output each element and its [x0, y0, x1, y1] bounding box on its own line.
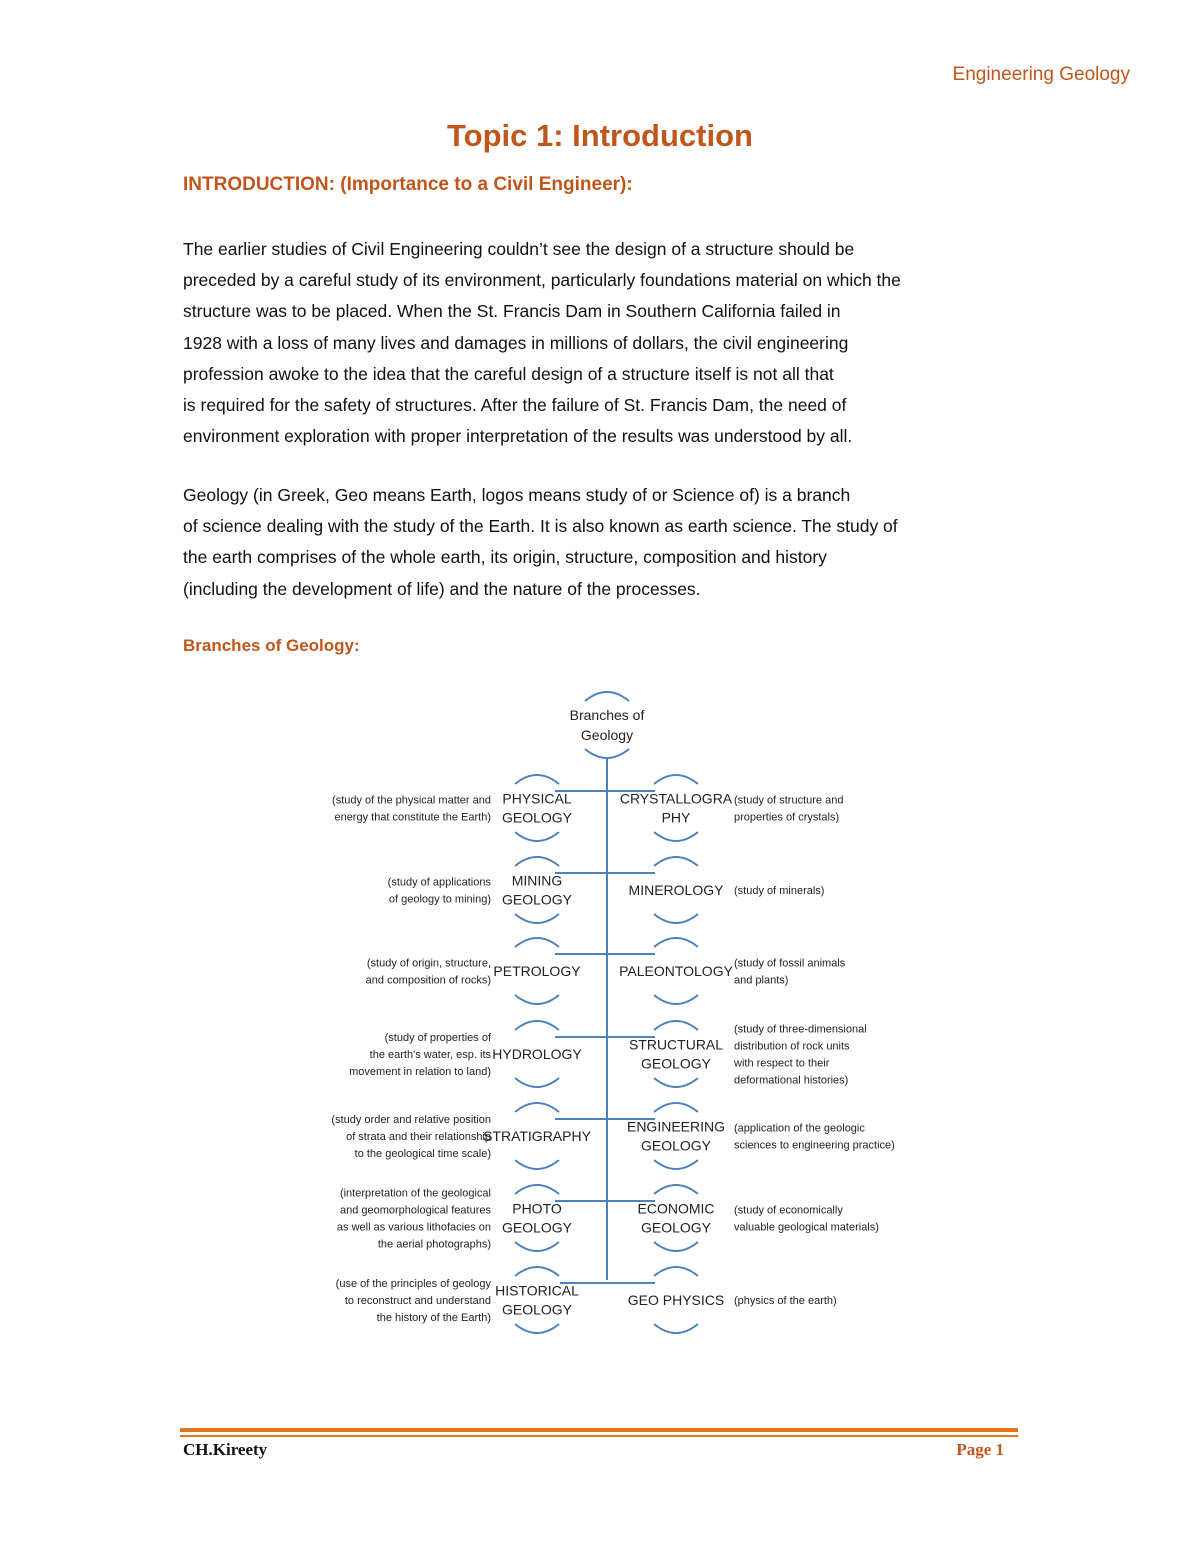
node-brackets: [654, 1103, 698, 1169]
bracket-arc-top: [515, 938, 559, 947]
node-brackets: [515, 1267, 559, 1333]
text-line: of geology to mining): [388, 893, 491, 906]
branch-description: [331, 1114, 491, 1160]
branch-label: [628, 1292, 724, 1308]
paragraph-line: 1928 with a loss of many lives and damages in millions of dollars, the civil engineering: [183, 332, 849, 353]
text-line: movement in relation to land): [349, 1066, 491, 1078]
text-line: PALEONTOLOGY: [619, 963, 733, 979]
paragraph-line: is required for the safety of structures. After the failure of St. Francis Dam, the need of: [183, 395, 847, 416]
text-line: GEOLOGY: [501, 809, 573, 826]
text-line: (study of the physical matter and: [332, 794, 491, 807]
root-node-label: [570, 707, 645, 743]
footer-page-number: Page 1: [956, 1440, 1004, 1459]
bracket-arc-bottom: [515, 995, 559, 1004]
bracket-arc-top: [654, 857, 698, 866]
root-node: [585, 692, 629, 758]
bracket-arc-top: [654, 1185, 698, 1194]
text-line: to reconstruct and understand: [344, 1295, 491, 1307]
paragraph-line: profession awoke to the idea that the careful design of a structure itself is not all that: [183, 363, 834, 384]
text-line: (study of properties of: [384, 1032, 491, 1044]
bracket-arc-bottom: [515, 914, 559, 923]
bracket-arc-top: [654, 1021, 698, 1030]
bracket-arc-bottom: [515, 1078, 559, 1087]
text-line: ECONOMIC: [637, 1200, 715, 1217]
node-brackets: [654, 1185, 698, 1251]
intro-heading: INTRODUCTION: (Importance to a Civil Engineer):: [183, 174, 633, 195]
paragraph-line: Geology (in Greek, Geo means Earth, logos means study of or Science of) is a branch: [183, 485, 851, 505]
branch-node-right: [654, 1185, 698, 1251]
bracket-arc-top: [515, 775, 559, 784]
bracket-arc-top: [654, 938, 698, 947]
paragraph-line: of science dealing with the study of the Earth. It is also known as earth science. The study of: [183, 516, 898, 537]
branch-label: [493, 963, 581, 979]
text-line: (interpretation of the geological: [339, 1187, 491, 1200]
branch-node-right: [654, 1103, 698, 1169]
paragraph-line: structure was to be placed. When the St. Francis Dam in Southern California failed in: [183, 301, 841, 322]
bracket-arc-bottom: [515, 1160, 559, 1169]
branch-label: [620, 791, 733, 826]
text-line: (study of origin, structure,: [366, 957, 491, 970]
text-line: STRUCTURAL: [628, 1036, 724, 1053]
text-line: the history of the Earth): [376, 1312, 491, 1324]
bracket-arc-top: [654, 775, 698, 784]
text-line: and geomorphological features: [339, 1204, 491, 1217]
text-line: (study of minerals): [734, 885, 825, 897]
text-line: (study of applications: [387, 876, 491, 889]
bracket-arc-top: [515, 1103, 559, 1112]
branch-description: [349, 1032, 492, 1078]
text-line: (use of the principles of geology: [335, 1278, 491, 1290]
bracket-arc-bottom: [654, 914, 698, 923]
running-header-title: Engineering Geology: [952, 64, 1130, 85]
text-line: PHYSICAL: [502, 790, 572, 807]
bracket-arc-bottom: [515, 1324, 559, 1333]
text-line: of strata and their relationship: [346, 1131, 491, 1143]
node-brackets: [654, 775, 698, 841]
text-line: ENGINEERING: [626, 1118, 726, 1135]
bracket-arc-top: [515, 1185, 559, 1194]
text-line: HISTORICAL: [495, 1282, 579, 1299]
paragraph-line: (including the development of life) and the nature of the processes.: [183, 578, 701, 599]
footer-author: CH.Kireety: [183, 1440, 268, 1459]
text-line: CRYSTALLOGRA: [619, 790, 733, 807]
bracket-arc-bottom: [654, 1324, 698, 1333]
branch-label: [492, 1046, 582, 1062]
text-line: and plants): [734, 974, 789, 987]
bracket-arc-bottom: [654, 1242, 698, 1251]
branch-description: [734, 958, 846, 987]
branch-label: [619, 963, 734, 979]
text-line: Geology: [580, 727, 634, 743]
branch-node-left: [515, 1267, 559, 1333]
branch-description: [734, 795, 843, 824]
bracket-arc-bottom: [515, 832, 559, 841]
footer-divider: [180, 1428, 1018, 1432]
branch-label: [502, 873, 573, 908]
branch-label: [495, 1283, 579, 1318]
text-line: the aerial photographs): [377, 1238, 491, 1251]
branch-label: [629, 1037, 723, 1072]
bracket-arc-bottom: [654, 1078, 698, 1087]
bracket-arc-top: [654, 1267, 698, 1276]
bracket-arc-bottom: [515, 1242, 559, 1251]
bracket-arc-bottom: [585, 749, 629, 758]
footer-divider-thin: [180, 1435, 1018, 1437]
text-line: (application of the geologic: [734, 1122, 865, 1135]
paragraph-line: the earth comprises of the whole earth, its origin, structure, composition and history: [183, 547, 827, 568]
bracket-arc-bottom: [654, 832, 698, 841]
text-line: GEOLOGY: [501, 891, 573, 908]
paragraph-line: environment exploration with proper interpretation of the results was understood by all.: [183, 426, 853, 447]
text-line: PETROLOGY: [493, 963, 581, 979]
branches-heading: Branches of Geology:: [183, 636, 360, 655]
branch-description: [336, 1278, 492, 1324]
text-line: GEOLOGY: [640, 1055, 712, 1072]
bracket-arc-bottom: [654, 1160, 698, 1169]
text-line: GEO PHYSICS: [627, 1292, 725, 1308]
branch-description: [366, 958, 491, 987]
text-line: GEOLOGY: [501, 1219, 573, 1236]
node-brackets: [654, 1021, 698, 1087]
text-line: with respect to their: [734, 1057, 830, 1070]
text-line: (study of fossil animals: [734, 957, 846, 970]
text-line: STRATIGRAPHY: [483, 1128, 591, 1144]
branch-node-right: [654, 775, 698, 841]
branch-description: [734, 1123, 895, 1152]
branch-node-left: [515, 857, 559, 923]
text-line: MINEROLOGY: [628, 882, 724, 898]
text-line: valuable geological materials): [734, 1221, 879, 1234]
node-brackets: [515, 1185, 559, 1251]
branch-label: [483, 1128, 592, 1144]
branch-label: [629, 882, 725, 898]
text-line: properties of crystals): [734, 811, 840, 824]
branch-description: [734, 1295, 837, 1307]
bracket-arc-top: [654, 1103, 698, 1112]
text-line: distribution of rock units: [734, 1040, 850, 1053]
text-line: GEOLOGY: [640, 1219, 712, 1236]
bracket-arc-top: [515, 1021, 559, 1030]
text-line: (study of three-dimensional: [734, 1023, 867, 1036]
text-line: MINING: [511, 872, 563, 889]
text-line: (study order and relative position: [331, 1114, 491, 1126]
branch-node-right: [654, 1021, 698, 1087]
bracket-arc-top: [585, 692, 629, 701]
text-line: HYDROLOGY: [492, 1046, 582, 1062]
text-line: energy that constitute the Earth): [334, 811, 491, 824]
branch-label: [638, 1201, 715, 1236]
branch-description: [337, 1188, 492, 1251]
bracket-arc-top: [515, 857, 559, 866]
text-line: as well as various lithofacies on: [336, 1221, 491, 1234]
branch-description: [332, 795, 491, 824]
text-line: (physics of the earth): [734, 1295, 837, 1307]
branch-label: [627, 1119, 725, 1154]
text-line: GEOLOGY: [640, 1137, 712, 1154]
branch-description: [734, 1205, 879, 1234]
text-line: PHOTO: [512, 1200, 562, 1217]
branch-node-left: [515, 775, 559, 841]
bracket-arc-top: [515, 1267, 559, 1276]
branch-description: [733, 1024, 867, 1087]
text-line: (study of economically: [734, 1204, 843, 1217]
node-brackets: [515, 775, 559, 841]
branch-description: [388, 877, 492, 906]
paragraph-line: The earlier studies of Civil Engineering couldn’t see the design of a structure should be: [183, 239, 855, 259]
topic-title: Topic 1: Introduction: [447, 118, 753, 153]
text-line: to the geological time scale): [354, 1148, 491, 1160]
text-line: sciences to engineering practice): [734, 1139, 895, 1152]
text-line: GEOLOGY: [501, 1301, 573, 1318]
paragraph-line: preceded by a careful study of its environment, particularly foundations material on which the: [183, 270, 901, 291]
node-brackets: [515, 857, 559, 923]
text-line: and composition of rocks): [365, 974, 491, 987]
branch-label: [502, 791, 573, 826]
text-line: deformational histories): [734, 1074, 849, 1087]
branch-node-left: [515, 1185, 559, 1251]
bracket-arc-bottom: [654, 995, 698, 1004]
text-line: (study of structure and: [734, 794, 844, 807]
branch-description: [734, 885, 824, 897]
text-line: the earth's water, esp. its: [369, 1049, 491, 1061]
branch-label: [502, 1201, 573, 1236]
text-line: Branches of: [569, 707, 645, 723]
text-line: PHY: [661, 809, 691, 826]
